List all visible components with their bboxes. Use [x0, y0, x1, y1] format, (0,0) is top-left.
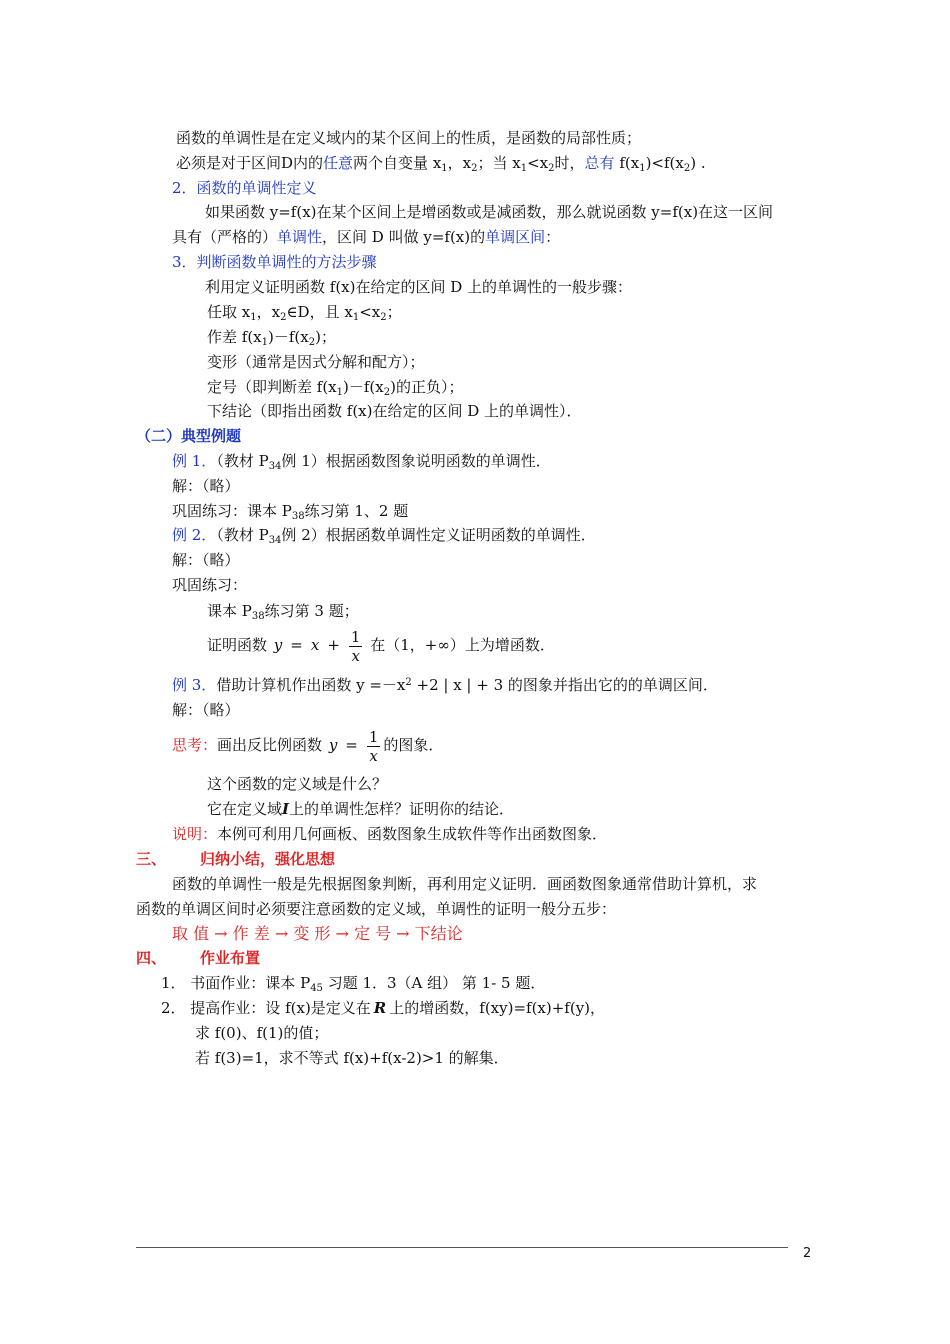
text: 的图象．: [383, 736, 444, 754]
fraction: [367, 728, 381, 765]
example-2: [172, 524, 596, 546]
subscript: 34: [268, 535, 282, 546]
example-3-solution: [172, 699, 240, 721]
paragraph-definition-line2: [172, 226, 560, 248]
text: )－f(x: [268, 328, 309, 346]
section-heading-homework: [136, 947, 260, 969]
paragraph-definition-line1: [205, 201, 773, 223]
subscript: 1: [336, 387, 344, 398]
subscript: 2: [380, 312, 387, 323]
text: +2 | x | + 3 的图象并指出它的的单调区间．: [411, 676, 718, 694]
note: [172, 823, 607, 845]
method-step-sign: [207, 376, 463, 398]
homework-item-2: [161, 997, 605, 1019]
keyword-arbitrary: 任意: [323, 154, 354, 172]
paragraph-local-property: [176, 127, 641, 149]
example-label: 例 3．: [172, 676, 217, 694]
text: 借助计算机作出函数 y =－x: [216, 676, 406, 694]
text: 证明函数: [207, 636, 268, 654]
denominator: x: [351, 646, 360, 665]
text: 课本 P: [207, 602, 252, 620]
text: 下结论（即指出函数 f(x)在给定的区间 D 上的单调性）．: [207, 402, 582, 420]
text: 上的增函数，f(xy)=f(x)+f(y)，: [389, 999, 606, 1017]
method-step-transform: [207, 351, 425, 373]
text: 若 f(3)=1，求不等式 f(x)+f(x-2)>1 的解集．: [195, 1049, 509, 1067]
text: 解：（略）: [172, 551, 240, 569]
section-heading-summary: [136, 848, 335, 870]
summary-line2: [136, 898, 616, 920]
method-step-difference: [207, 326, 336, 348]
homework-item-2-part2: [195, 1047, 509, 1069]
math-operator: =: [290, 636, 303, 654]
text: ，区间 D 叫做 y=f(x)的: [322, 228, 486, 246]
section-heading-method: [172, 251, 377, 273]
text: 画出反比例函数: [217, 736, 323, 754]
subscript: 1: [261, 337, 269, 348]
paragraph-arbitrary-condition: [176, 152, 706, 174]
text: 巩固练习：: [172, 576, 248, 594]
text: 如果函数 y=f(x)在某个区间上是增函数或是减函数，那么就说函数 y=f(x)在这一区间: [205, 203, 774, 221]
text: 这个函数的定义域是什么？: [207, 775, 388, 793]
text: 变形（通常是因式分解和配方）；: [207, 353, 425, 371]
subscript: 34: [268, 461, 282, 472]
text: )的正负）；: [390, 378, 464, 396]
text: 它在定义域: [207, 800, 283, 818]
text: 1． 书面作业：课本 P: [161, 974, 311, 992]
footer-divider: [136, 1247, 788, 1248]
term-monotonicity: 单调性: [277, 228, 323, 246]
example-1: [172, 450, 551, 472]
subscript: 1: [639, 163, 646, 174]
example-3: [172, 674, 718, 696]
text: 巩固练习：课本 P: [172, 502, 292, 520]
text: 求 f(0)、f(1)的值；: [195, 1024, 329, 1042]
homework-item-2-part1: [195, 1022, 328, 1044]
text: )<f(x: [645, 154, 684, 172]
text: 利用定义证明函数 f(x)在给定的区间 D 上的单调性的一般步骤：: [205, 278, 633, 296]
text: ，x: [447, 154, 472, 172]
text: 取 值 → 作 差 → 变 形 → 定 号 → 下结论: [172, 924, 463, 943]
math-operator: +: [327, 636, 340, 654]
subscript: 1: [520, 163, 528, 174]
text: 例 1）根据函数图象说明函数的单调性．: [281, 452, 551, 470]
text: （教材 P: [216, 526, 269, 544]
heading-text: 归纳小结，强化思想: [200, 850, 336, 868]
denominator: x: [369, 746, 378, 765]
section-heading-examples: [136, 425, 241, 447]
math-variable: I: [282, 800, 290, 818]
text: 练习第 1、2 题: [304, 502, 409, 520]
numerator: 1: [368, 727, 379, 746]
method-step-conclude: [207, 400, 582, 422]
heading-number: 三、: [136, 850, 167, 868]
text: 2． 提高作业：设 f(x)是定义在: [161, 999, 371, 1017]
math-operator: =: [345, 736, 358, 754]
subscript: 2: [683, 163, 691, 174]
subscript: 2: [308, 337, 316, 348]
text: ∈D，且 x: [286, 303, 353, 321]
text: 例 2）根据函数单调性定义证明函数的单调性．: [281, 526, 596, 544]
example-2-solution: [172, 549, 240, 571]
heading-text: 2．函数的单调性定义: [172, 179, 317, 197]
text: 两个自变量 x: [353, 154, 442, 172]
text: （教材 P: [216, 452, 269, 470]
text: f(x: [614, 154, 640, 172]
text: ，x: [256, 303, 281, 321]
subscript: 1: [441, 163, 448, 174]
text: 本例可利用几何画板、函数图象生成软件等作出函数图象．: [217, 825, 608, 843]
text: 作差 f(x: [207, 328, 262, 346]
subscript: 2: [280, 312, 287, 323]
example-2-practice: [172, 574, 247, 596]
text: ) .: [690, 154, 706, 172]
text: 在（1，+∞）上为增函数．: [370, 636, 555, 654]
text: 函数的单调区间时必须要注意函数的定义域，单调性的证明一般分五步：: [136, 900, 617, 918]
text: 练习第 3 题；: [264, 602, 359, 620]
section-heading-definition: [172, 177, 317, 199]
text: )；: [315, 328, 336, 346]
text: 必须是对于区间D内的: [176, 154, 324, 172]
text: 解：（略）: [172, 701, 240, 719]
note-label: 说明：: [172, 825, 218, 843]
text: )－f(x: [343, 378, 384, 396]
example-2-practice-item1: [207, 600, 359, 622]
text: ；: [386, 303, 402, 321]
text: 具有（严格的）: [172, 228, 278, 246]
text: 定号（即判断差 f(x: [207, 378, 337, 396]
example-label: 例 2．: [172, 526, 217, 544]
math-variable: y: [328, 736, 338, 754]
think-question-domain: [207, 773, 387, 795]
text: <x: [527, 154, 549, 172]
example-1-solution: [172, 475, 240, 497]
math-variable: y: [273, 636, 283, 654]
proof-steps-flow: [172, 923, 463, 945]
text: 任取 x: [207, 303, 251, 321]
text: 时，: [554, 154, 585, 172]
summary-line1: [172, 873, 757, 895]
heading-text: （二）典型例题: [136, 427, 242, 445]
text: 函数的单调性是在定义域内的某个区间上的性质，是函数的局部性质；: [176, 129, 642, 147]
subscript: 45: [310, 983, 323, 994]
homework-item-1: [161, 972, 545, 994]
subscript: 1: [250, 312, 257, 323]
page-number: 2: [803, 1246, 812, 1261]
subscript: 38: [251, 611, 265, 622]
keyword-always: 总有: [584, 154, 615, 172]
text: 习题 1．3（A 组） 第 1- 5 题．: [322, 974, 546, 992]
subscript: 38: [291, 511, 305, 522]
term-monotone-interval: 单调区间: [485, 228, 546, 246]
heading-number: 四、: [136, 949, 167, 967]
heading-text: 3．判断函数单调性的方法步骤: [172, 253, 377, 271]
text: 上的单调性怎样？证明你的结论．: [289, 800, 515, 818]
think-label: 思考：: [172, 736, 218, 754]
math-variable: x: [310, 636, 320, 654]
subscript: 2: [383, 387, 391, 398]
example-1-practice: [172, 500, 408, 522]
subscript: 1: [352, 312, 360, 323]
example-label: 例 1．: [172, 452, 217, 470]
heading-text: 作业布置: [200, 949, 261, 967]
text: 解：（略）: [172, 477, 240, 495]
example-2-practice-item2: [207, 623, 555, 667]
text: 函数的单调性一般是先根据图象判断，再利用定义证明．画函数图象通常借助计算机，求: [172, 875, 758, 893]
subscript: 2: [471, 163, 478, 174]
fraction: [349, 628, 363, 665]
subscript: 2: [548, 163, 555, 174]
method-intro: [205, 276, 632, 298]
superscript: 2: [405, 677, 412, 688]
method-step-take: [207, 301, 402, 323]
text: <x: [359, 303, 381, 321]
numerator: 1: [350, 627, 361, 646]
math-variable: R: [373, 999, 387, 1017]
think-question-monotonicity: [207, 798, 514, 820]
text: ；当 x: [477, 154, 521, 172]
think-question: [172, 723, 443, 767]
text: ：: [545, 228, 561, 246]
